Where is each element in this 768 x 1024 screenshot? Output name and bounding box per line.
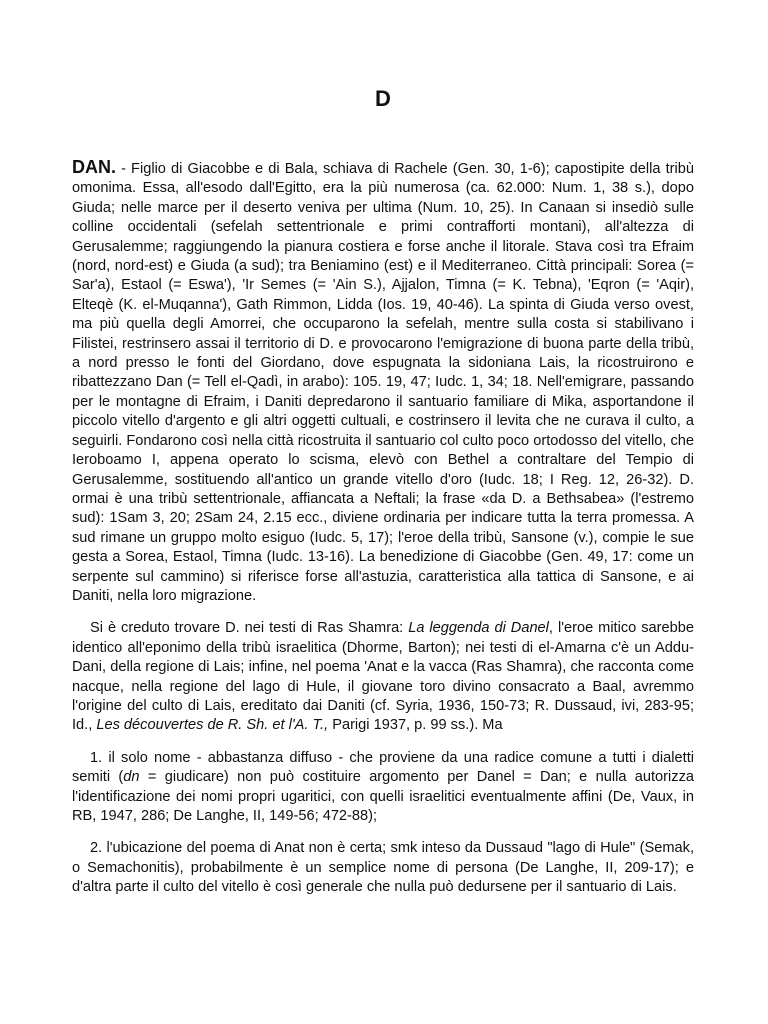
paragraph-3-text-a: 1. il solo nome - abbastanza diffuso - che proviene da una radice comune a tutti i dialetti semiti ( bbox=[72, 749, 694, 786]
entry-paragraph-1 bbox=[72, 158, 694, 606]
paragraph-2-text-b: , l'eroe mitico sarebbe identico all'eponimo della tribù israelitica (Dhorme, Barton); nei testi di el-Amarna c'è un Addu-Dani, della regione di Lais; infine, nel poema 'Anat e la vacca (Ras Shamra), che racconta come nacque, nella regione del lago di Hule, il giovane toro divino consacrato a Baal, avremmo l'origine del culto di Lais, ereditato dai Daniti (cf. Syria, 1936, 150-73; R. Dussaud, ivi, 283-95; Id., bbox=[72, 620, 694, 734]
paragraph-3-italic-term: dn bbox=[123, 769, 140, 786]
paragraph-2-text-c: Parigi 1937, p. 99 ss.). Ma bbox=[328, 717, 503, 734]
entry-paragraph-4: 2. l'ubicazione del poema di Anat non è certa; smk inteso da Dussaud "lago di Hule" (Semak, o Semachonitis), probabilmente è un semplice nome di persona (De Langhe, II, 209-17); e d'altra parte il culto del vitello è così generale che nulla può dedursene per il santuario di Lais. bbox=[72, 840, 694, 896]
entry-headword: DAN. bbox=[72, 157, 116, 177]
section-letter-heading: D bbox=[375, 86, 391, 111]
entry-paragraph-2 bbox=[72, 619, 694, 735]
paragraph-2-italic-title-2: Les découvertes de R. Sh. et l'A. T., bbox=[96, 717, 329, 734]
paragraph-3-text-b: = giudicare) non può costituire argomento per Danel = Dan; e nulla autorizza l'identificazione dei nomi propri ugaritici, con quelli israelitici eventualmente affini (De, Vaux, in RB, 1947, 286; De Langhe, II, 149-56; 472-88); bbox=[72, 769, 694, 824]
paragraph-2-italic-title-1: La leggenda di Danel bbox=[408, 620, 549, 637]
paragraph-1-text: - Figlio di Giacobbe e di Bala, schiava di Rachele (Gen. 30, 1-6); capostipite della tribù omonima. Essa, all'esodo dall'Egitto, era la più numerosa (ca. 62.000: Num. 1, 38 s.), dopo Giuda; nelle marce per il deserto veniva per ultima (Num. 10, 25). In Canaan si insediò sulle colline occidentali (sefelah settentrionale e primi contrafforti montani), all'altezza di Gerusalemme; raggiungendo la pianura costiera e forse anche il litorale. Stava così tra Efraim (nord, nord-est) e Giuda (a sud); tra Beniamino (est) e il Mediterraneo. Città principali: Sorea (= Sar'a), Estaol (= Eswa'), 'Ir Semes (= 'Ain S.), Ajjalon, Timna (= K. Tebna), 'Eqron (= 'Aqir), Elteqè (K. el-Muqanna'), Gath Rimmon, Lidda (Ios. 19, 40-46). La spinta di Giuda verso ovest, ma più quella degli Amorrei, che occuparono la sefelah, mentre sulla costa si stabilivano i Filistei, restrinsero assai il territorio di D. e provocarono l'emigrazione di buona parte della tribù, a nord presso le fonti del Giordano, dove espugnata la sidoniana Lais, la ricostruirono e ribattezzano Dan (= Tell el-Qadì, in arabo): 105. 19, 47; Iudc. 1, 34; 18. Nell'emigrare, passando per le montagne di Efraim, i Daniti depredarono il santuario familiare di Mika, asportandone il piccolo vitello d'argento e gli altri oggetti cultuali, e costrinsero il levita che ne curava il culto, a seguirli. Fondarono così nella città ricostruita il santuario col culto poco ortodosso del vitello, che Ieroboamo I, appena operato lo scisma, elevò con Bethel a contraltare del Tempio di Gerusalemme, sostituendo all'antico un grande vitello d'oro (Iudc. 18; I Reg. 12, 26-32). D. ormai è una tribù settentrionale, affiancata a Neftali; la frase «da D. a Bethsabea» (l'estremo sud): 1Sam 3, 20; 2Sam 24, 2.15 ecc., diviene ordinaria per indicare tutta la terra promessa. A sud rimane un gruppo molto esiguo (Iudc. 5, 17); l'eroe della tribù, Sansone (v.), compie le sue gesta a Sorea, Estaol, Timna (Iudc. 13-16). La benedizione di Giacobbe (Gen. 49, 17: come un serpente sul cammino) si riferisce forse all'astuzia, caratteristica alla tattica di Sansone, e ai Daniti, nella loro migrazione. bbox=[72, 161, 694, 604]
entry-paragraph-3 bbox=[72, 749, 694, 827]
paragraph-2-text-a: Si è creduto trovare D. nei testi di Ras Shamra: bbox=[90, 620, 409, 637]
document-page bbox=[72, 86, 694, 911]
